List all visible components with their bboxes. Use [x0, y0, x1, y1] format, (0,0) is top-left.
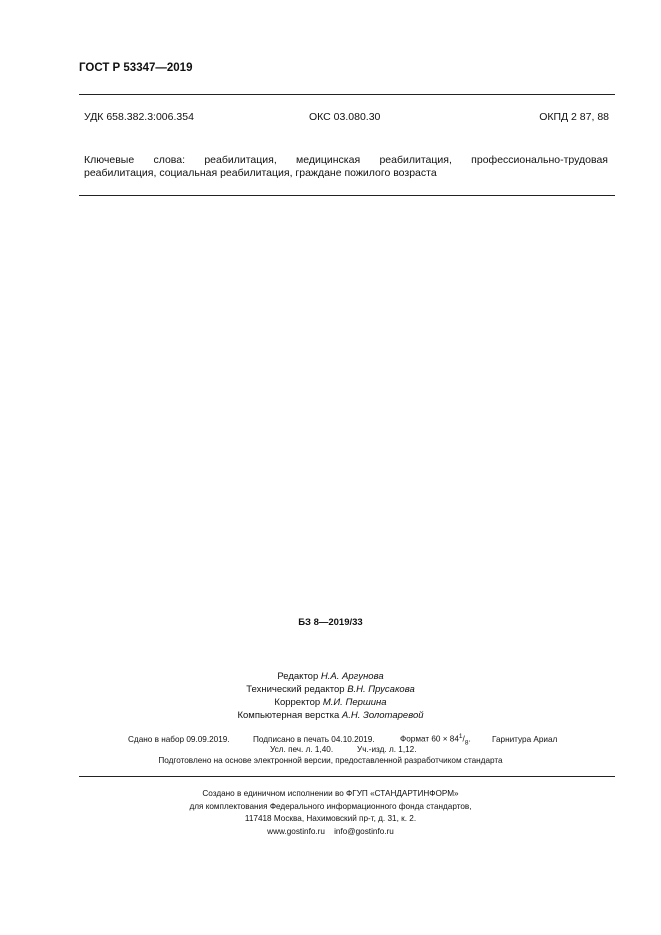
print-sheets: Усл. печ. л. 1,40. [270, 745, 334, 754]
format-prefix: Формат 60 × 84 [400, 734, 459, 744]
format-num: 1 [458, 733, 463, 740]
proofreader-role: Корректор [274, 697, 321, 708]
bz-number: БЗ 8—2019/33 [298, 617, 363, 628]
tech-editor-name: В.Н. Прусакова [347, 684, 415, 695]
standard-id: ГОСТ Р 53347—2019 [79, 62, 193, 74]
okpd-code: ОКПД 2 87, 88 [539, 111, 609, 123]
keywords-line-2: реабилитация, социальная реабилитация, граждане пожилого возраста [84, 167, 437, 179]
tech-editor-role: Технический редактор [246, 684, 345, 695]
publisher-footer [0, 788, 661, 838]
layout-name: А.Н. Золотаревой [341, 710, 424, 721]
tech-editor-line [0, 683, 661, 696]
keywords [84, 154, 608, 180]
proofreader-line [0, 696, 661, 709]
editor-name: Н.А. Аргунова [320, 671, 384, 682]
footer-rule [79, 776, 615, 777]
format-info: Формат $60 \times 84^1/_8$. [400, 733, 471, 747]
top-rule [79, 94, 615, 95]
editor-role: Редактор [277, 671, 319, 682]
footer-line-1: Создано в единичном исполнении во ФГУП «СТАНДАРТИНФОРМ» [202, 789, 459, 798]
keywords-line-1: Ключевые слова: реабилитация, медицинская реабилитация, профессионально-трудовая [84, 154, 608, 166]
footer-line-3: 117418 Москва, Нахимовский пр-т, д. 31, к. 2. [244, 814, 417, 823]
keywords-rule [79, 195, 615, 196]
signed-date: Подписано в печать 04.10.2019. [253, 735, 375, 744]
footer-contacts [0, 826, 661, 839]
font-info: Гарнитура Ариал [492, 735, 558, 744]
staff-list [0, 670, 661, 722]
prepared-note: Подготовлено на основе электронной версии, предоставленной разработчиком стандарта [158, 756, 503, 765]
proofreader-name: М.И. Першина [322, 697, 387, 708]
footer-line-2: для комплектования Федерального информационного фонда стандартов, [189, 801, 472, 811]
submitted-date: Сдано в набор 09.09.2019. [128, 735, 230, 744]
layout-role: Компьютерная верстка [237, 710, 340, 721]
format-den: 8 [464, 739, 469, 747]
publisher-sheets: Уч.-изд. л. 1,12. [357, 745, 417, 754]
website-link[interactable]: www.gostinfo.ru [267, 826, 325, 836]
editor-line [0, 670, 661, 683]
oks-code: ОКС 03.080.30 [309, 111, 381, 123]
layout-line [0, 709, 661, 722]
email-link[interactable]: info@gostinfo.ru [334, 826, 394, 836]
udk-code: УДК 658.382.3:006.354 [84, 111, 194, 123]
